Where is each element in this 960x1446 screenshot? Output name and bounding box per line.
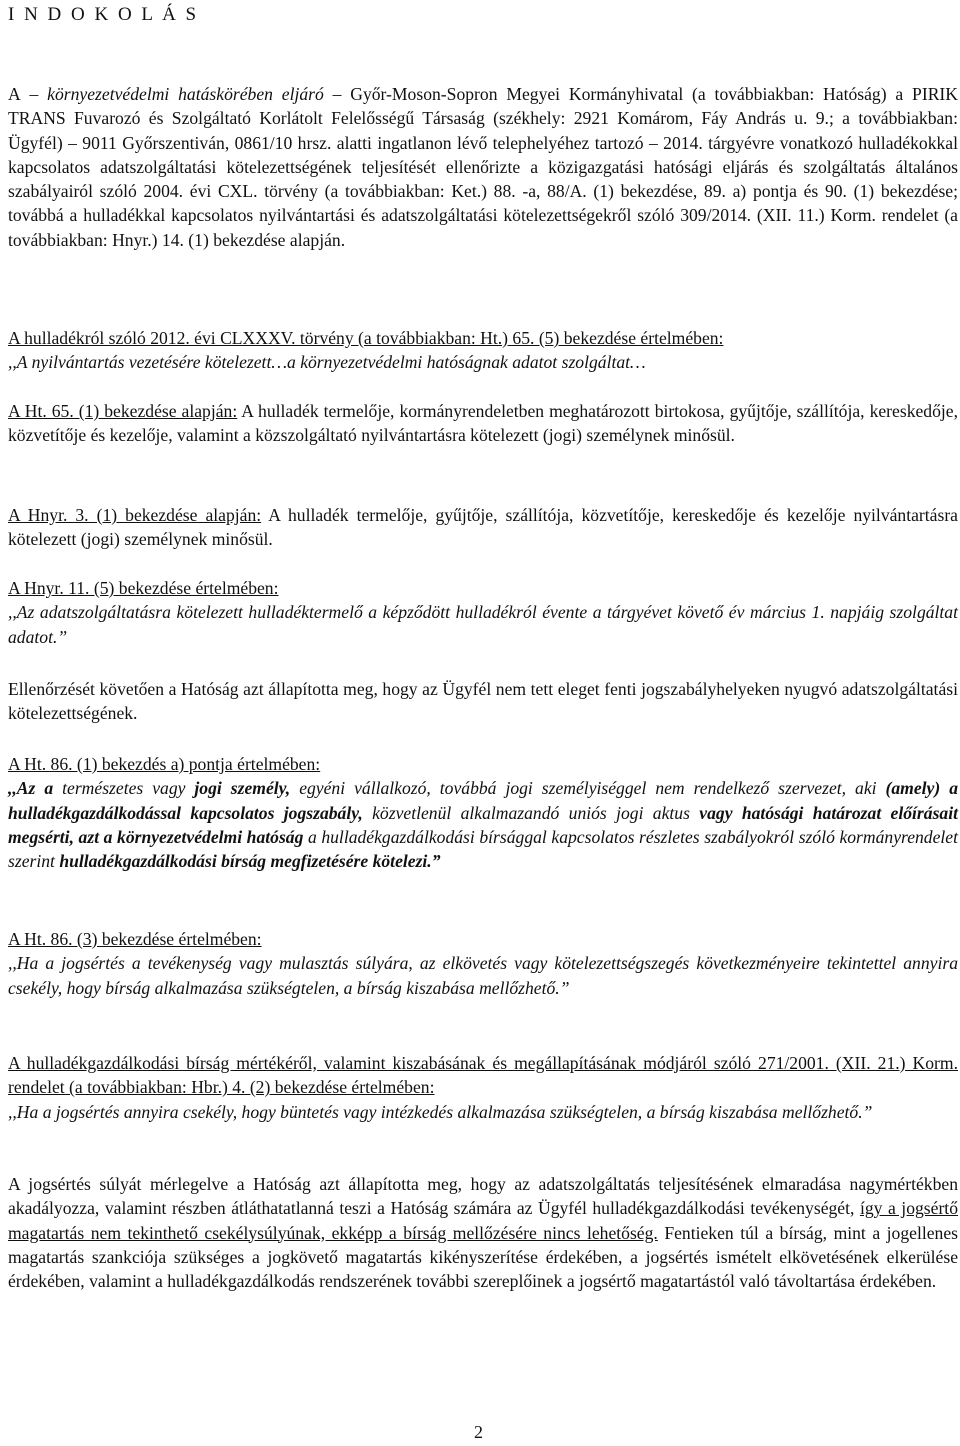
paragraph-intro [8,82,958,252]
intro-body: Győr-Moson-Sopron Megyei Kormányhivatal (a továbbiakban: Hatóság) a PIRIK TRANS Fuvarozó és Szolgáltató Korlátolt Felelősségű Társaság (székhely: 2921 Komárom, Fáy András u. 9.; a továbbiakban: Ügyfél) – 9011 Győrszentiván, 0861/10 hrsz. alatti ingatlanon lévő telephelyéhez tartozó – 2014. tárgyévre vonatkozó hulladékokkal kapcsolatos adatszolgáltatási kötelezettségének teljesítését ellenőrizte a közigazgatási hatósági eljárás és szolgáltatás általános szabályairól szóló 2004. évi CXL. törvény (a továbbiakban: Ket.) 88. -a, 88/A. (1) bekezdése, 89. a) pontja és 90. (1) bekezdése; továbbá a hulladékkal kapcsolatos nyilvántartási és adatszolgáltatási kötelezettségekről szóló 309/2014. (XII. 11.) Korm. rendelet (a továbbiakban: Hnyr.) 14. (1) bekezdése alapján. [8,84,958,250]
document-title: I N D O K O L Á S [8,4,199,25]
ht65-5-quote: ,,A nyilvántartás vezetésére kötelezett…a környezetvédelmi hatóságnak adatot szolgáltat… [8,352,646,373]
paragraph-finding: Ellenőrzését követően a Hatóság azt állapította meg, hogy az Ügyfél nem tett eleget fenti jogszabályhelyeken nyugvó adatszolgáltatási kötelezettségének. [8,679,958,724]
ht86-3-quote: ,,Ha a jogsértés a tevékenység vagy mulasztás súlyára, az elkövetés vagy kötelezettségszegés következményeire tekintettel annyira csekély, hogy bírság alkalmazása szükségtelen, a bírság kiszabása mellőzhető.” [8,953,958,998]
paragraph-ht65-1 [8,399,958,448]
hnyr3-heading: A Hnyr. 3. (1) bekezdése alapján: [8,505,262,525]
paragraph-hnyr11 [8,576,958,649]
hbr4-quote: ,,Ha a jogsértés annyira csekély, hogy büntetés vagy intézkedés alkalmazása szükségtelen, a bírság kiszabása mellőzhető.” [8,1101,873,1122]
hnyr11-heading: A Hnyr. 11. (5) bekezdése értelmében: [8,578,279,598]
conclusion-c: Fentieken túl a bírság, mint a jogellenes magatartás szankciója szükséges a jogkövető magatartás kikényszerítése érdekében, a jogsértés ismételt elkövetésének elkerülése érdekében, valamint a hulladékgazdálkodás rendszerének további szereplőinek a jogsértő magatartástól való távoltartása érdekében. [8,1222,959,1292]
page-number: 2 [474,1422,483,1442]
ht86-1-heading: A Ht. 86. (1) bekezdés a) pontja értelmében: [8,754,321,774]
paragraph-hbr4 [8,1051,958,1124]
paragraph-conclusion [8,1172,958,1293]
ht65-5-heading: A hulladékról szóló 2012. évi CLXXXV. törvény (a továbbiakban: Ht.) 65. (5) bekezdése értelmében: [8,328,724,348]
intro-role: – környezetvédelmi hatáskörében eljáró – [20,84,351,104]
ht86-1-quote: ,,Az a természetes vagy jogi személy, egyéni vállalkozó, továbbá jogi személyiséggel nem rendelkező szervezet, aki (amely) a hulladékgazdálkodással kapcsolatos jogszabály, közvetlenül alkalmazandó uniós jogi aktus vagy hatósági határozat előírásait megsérti, azt a környezetvédelmi hatóság a hulladékgazdálkodási bírsággal kapcsolatos részletes szabályokról szóló kormányrendelet szerint hulladékgazdálkodási bírság megfizetésére kötelezi.” [8,778,959,872]
hbr4-heading: A hulladékgazdálkodási bírság mértékéről, valamint kiszabásának és megállapításának módjáról szóló 271/2001. (XII. 21.) Korm. rendelet (a továbbiakban: Hbr.) 4. (2) bekezdése értelmében: [8,1053,958,1098]
hnyr11-quote: ,,Az adatszolgáltatásra kötelezett hulladéktermelő a képződött hulladékról évente a tárgyévet követő év március 1. napjáig szolgáltat adatot.” [8,602,958,647]
ht65-1-body: A hulladék termelője, kormányrendeletben meghatározott birtokosa, gyűjtője, szállítója, kereskedője, közvetítője és kezelője, valamint a közszolgáltató nyilvántartásra kötelezett (jogi) személynek minősül. [8,401,958,446]
hnyr3-body: A hulladék termelője, gyűjtője, szállítója, közvetítője, kereskedője és kezelője nyilvántartásra kötelezett (jogi) személynek minősül. [8,505,958,550]
paragraph-ht86-1 [8,752,958,873]
ht86-3-heading: A Ht. 86. (3) bekezdése értelmében: [8,929,262,949]
paragraph-ht65-5 [8,326,958,375]
ht65-1-heading: A Ht. 65. (1) bekezdése alapján: [8,401,238,421]
conclusion-b: így a jogsértő magatartás nem tekinthető csekélysúlyúnak, ekképp a bírság mellőzésére nincs lehetőség. [8,1198,958,1243]
paragraph-hnyr3 [8,503,958,552]
conclusion-a: A jogsértés súlyát mérlegelve a Hatóság azt állapította meg, hogy az adatszolgáltatás teljesítésének elmaradása nagymértékben akadályozza, valamint részben átláthatatlanná teszi a Hatóság számára az Ügyfél hulladékgazdálkodási tevékenységét, [8,1174,958,1219]
paragraph-ht86-3 [8,927,958,1000]
intro-a: A [8,84,21,104]
